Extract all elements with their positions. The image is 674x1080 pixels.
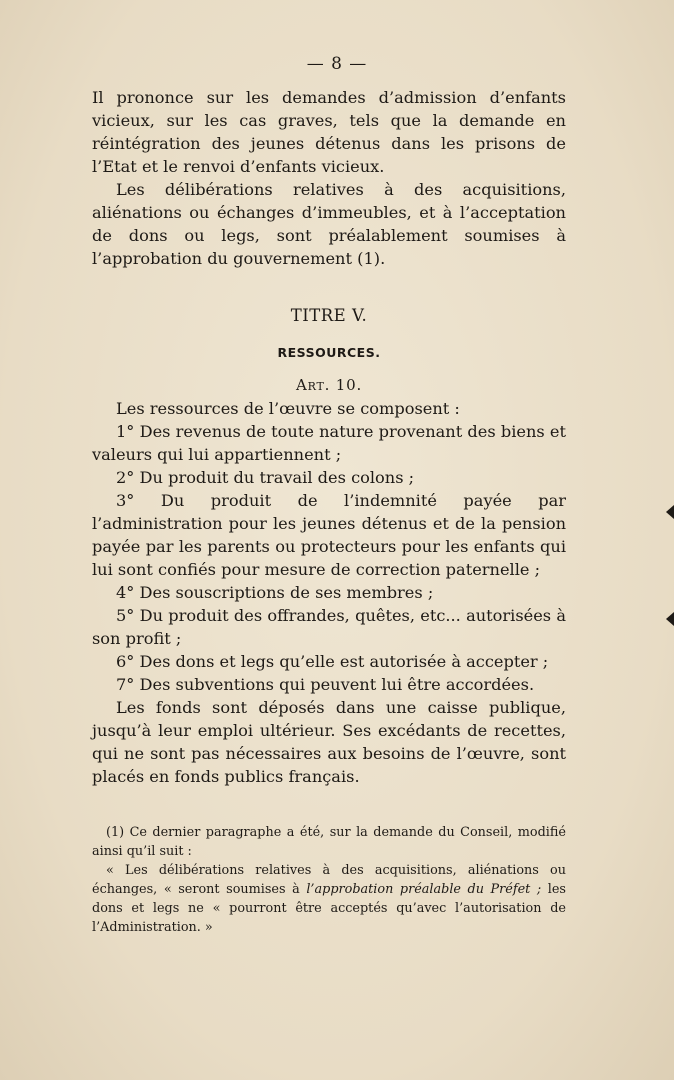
footnote-quote-italic: l’approbation préalable du Préfet ; <box>306 882 542 897</box>
body-text <box>92 86 566 788</box>
footnote-quote <box>92 861 566 937</box>
list-item: 6° Des dons et legs qu’elle est autorisée à accepter ; <box>116 652 549 671</box>
article-heading <box>92 374 566 397</box>
article-closing: Les fonds sont déposés dans une caisse publique, jusqu’à leur emploi ultérieur. Ses excédants de recettes, qui ne sont pas nécessaires aux besoins de l’œuvre, sont placés en fonds publics français. <box>92 698 566 786</box>
footnote-intro: (1) Ce dernier paragraphe a été, sur la demande du Conseil, modifié ainsi qu’il suit : <box>92 825 566 859</box>
paragraph-deliberations: Les délibérations relatives à des acquisitions, aliénations ou échanges d’immeubles, et à l’acceptation de dons ou legs, sont préalablement soumises à l’approbation du gouvernement (1). <box>92 180 566 268</box>
page-number: — 8 — <box>306 54 368 74</box>
page-edge-mark <box>666 612 674 626</box>
list-item: 4° Des souscriptions de ses membres ; <box>116 583 434 602</box>
list-item: 5° Du produit des offrandes, quêtes, etc... autorisées à son profit ; <box>92 606 566 648</box>
page-edge-mark <box>666 505 674 519</box>
list-item: 3° Du produit de l’indemnité payée par l’administration pour les jeunes détenus et de la pension payée par les parents ou protecteurs pour les enfants qui lui sont confiés pour mesure de correction paternelle ; <box>92 491 566 579</box>
footnote-quote-end: les dons et legs ne « pourront être acceptés qu’avec l’autorisation de l’Administration. » <box>92 882 567 935</box>
list-item: 2° Du produit du travail des colons ; <box>116 468 415 487</box>
article-word: Art. <box>295 376 331 394</box>
list-item: 1° Des revenus de toute nature provenant des biens et valeurs qui lui appartiennent ; <box>92 422 566 464</box>
footnote-quote-start: « Les délibérations relatives à des acquisitions, aliénations ou échanges, « seront soumises à <box>92 863 566 897</box>
article-number: 10. <box>335 376 363 394</box>
section-titre: TITRE V. <box>290 306 368 325</box>
section-heading: RESSOURCES. <box>277 345 381 360</box>
footnote <box>92 823 566 937</box>
list-item: 7° Des subventions qui peuvent lui être accordées. <box>116 675 535 694</box>
paragraph-admission: Il prononce sur les demandes d’admission d’enfants vicieux, sur les cas graves, tels que la demande en réintégration des jeunes détenus dans les prisons de l’Etat et le renvoi d’enfants vicieux. <box>92 88 566 176</box>
article-intro: Les ressources de l’œuvre se composent : <box>116 399 460 418</box>
